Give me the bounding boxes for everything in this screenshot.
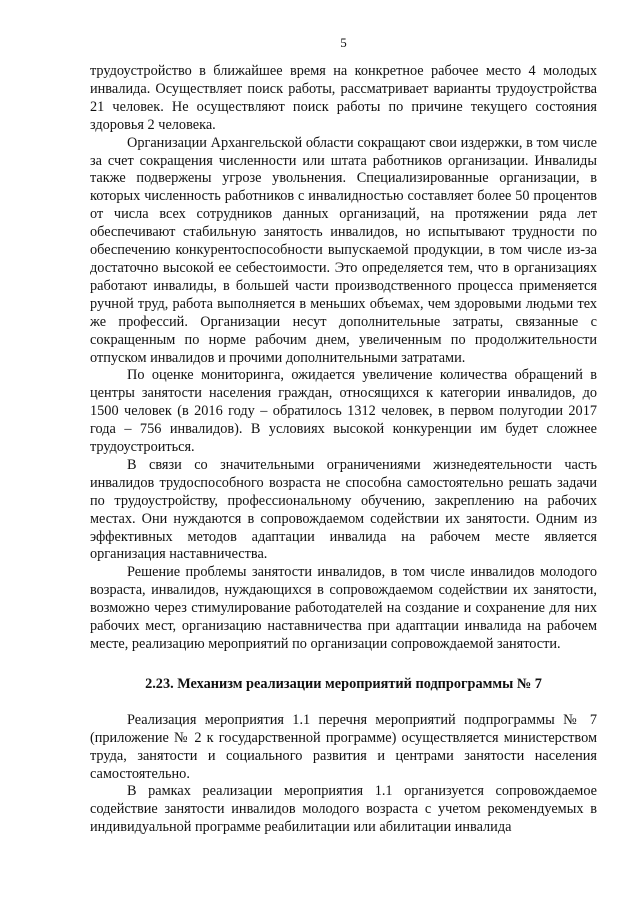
paragraph: В рамках реализации мероприятия 1.1 организуется сопровождаемое содействие занятости инвалидов молодого возраста с учетом рекомендуемых в индивидуальной программе реабилитации или абилитации инвалида: [90, 783, 597, 836]
section-heading: 2.23. Механизм реализации мероприятий подпрограммы № 7: [145, 675, 542, 692]
paragraph: Реализация мероприятия 1.1 перечня мероприятий подпрограммы № 7 (приложение № 2 к государственной программе) осуществляется министерством труда, занятости и социального развития и центрами занятости населения самостоятельно.: [90, 711, 597, 782]
paragraph: По оценке мониторинга, ожидается увеличение количества обращений в центры занятости населения граждан, относящихся к категории инвалидов, до 1500 человек (в 2016 году – обратилось 1312 человек, в первом полугодии 2017 года – 756 инвалидов). В условиях высокой конкуренции им будет сложнее трудоустроиться.: [90, 367, 597, 456]
spacer: [90, 654, 597, 676]
document-body: [90, 63, 597, 837]
spacer: [90, 694, 597, 712]
paragraph: Решение проблемы занятости инвалидов, в том числе инвалидов молодого возраста, инвалидов, нуждающихся в сопровождаемом содействии их занятости, возможно через стимулирование работодателей на создание и сохранение для них рабочих мест, организацию наставничества при адаптации инвалида на рабочем месте, реализацию мероприятий по организации сопровождаемой занятости.: [90, 564, 597, 652]
paragraph: Организации Архангельской области сокращают свои издержки, в том числе за счет сокращения численности или штата работников организации. Инвалиды также подвержены угрозе увольнения. Специализированные организации, в которых численность работников с инвалидностью составляет более 50 процентов от числа всех сотрудников данных организаций, на протяжении ряда лет обеспечивают стабильную занятость инвалидов, но испытывают трудности по обеспечению конкурентоспособности выпускаемой продукции, в том числе из-за достаточно высокой ее себестоимости. Это определяется тем, что в организациях работают инвалиды, в большей части производственного процесса применяется ручной труд, работа выполняется в меньших объемах, чем здоровыми людьми тех же профессий. Организации несут дополнительные затраты, связанные с сокращенным по норме рабочим днем, увеличенным по продолжительности отпуском инвалидов и прочими дополнительными затратами.: [90, 134, 597, 366]
paragraph: В связи со значительными ограничениями жизнедеятельности часть инвалидов трудоспособного возраста не способна самостоятельно решать задачи по трудоустройству, профессиональному обучению, закреплению на рабочих местах. Они нуждаются в сопровождаемом содействии их занятости. Одним из эффективных методов адаптации инвалида на рабочем месте является организация наставничества.: [90, 456, 597, 563]
paragraph: трудоустройство в ближайшее время на конкретное рабочее место 4 молодых инвалида. Осуществляет поиск работы, рассматривает варианты трудоустройства 21 человек. Не осуществляют поиск работы по причине текущего состояния здоровья 2 человека.: [90, 63, 597, 133]
page-number: 5: [340, 35, 347, 50]
